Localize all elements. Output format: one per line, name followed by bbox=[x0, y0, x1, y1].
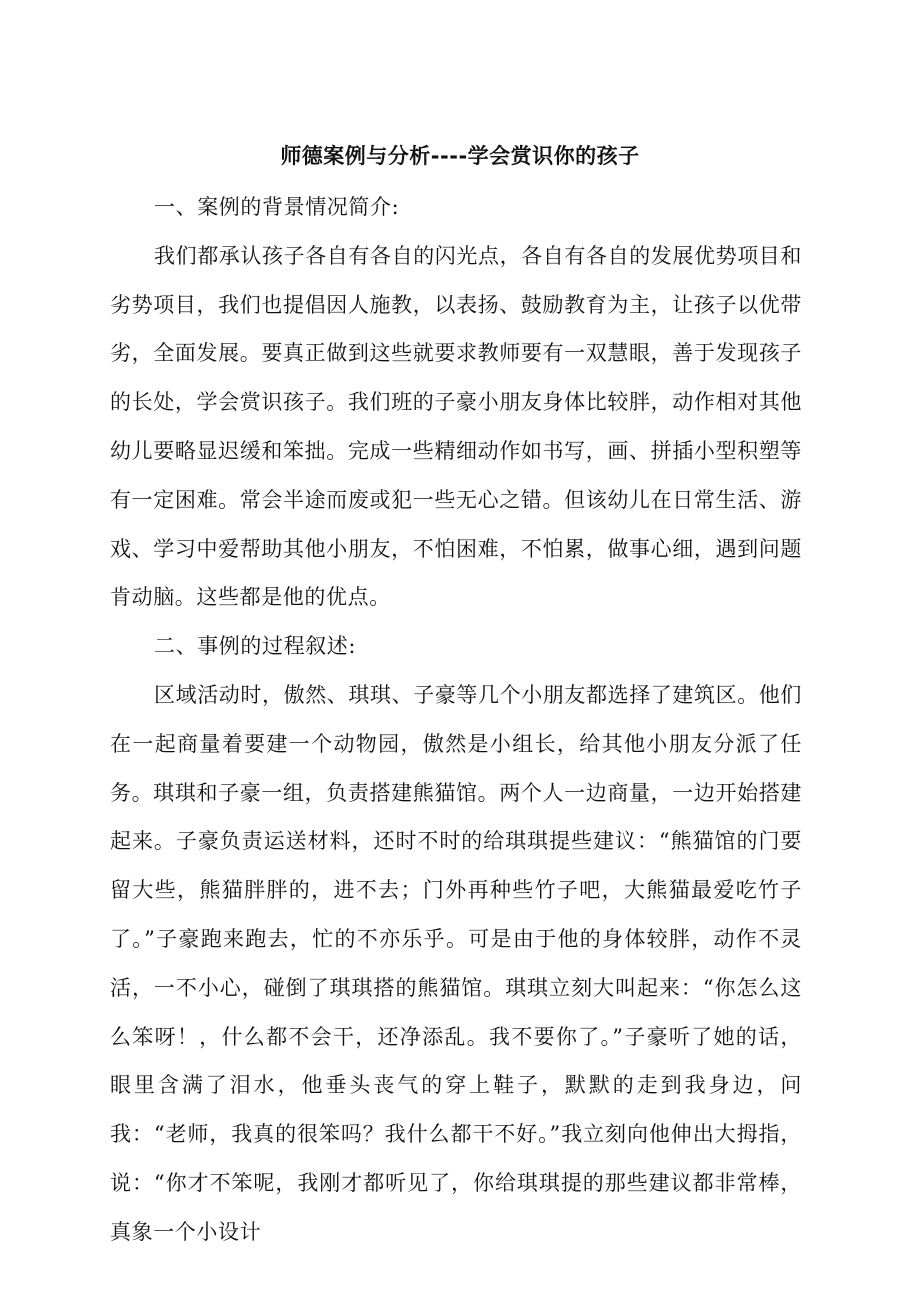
document-body bbox=[110, 183, 802, 1257]
section-2-paragraph: 区域活动时，傲然、琪琪、子豪等几个小朋友都选择了建筑区。他们在一起商量着要建一个动物园，傲然是小组长，给其他小朋友分派了任务。琪琪和子豪一组，负责搭建熊猫馆。两个人一边商量，一边开始搭建起来。子豪负责运送材料，还时不时的给琪琪提些建议：“熊猫馆的门要留大些，熊猫胖胖的，进不去；门外再种些竹子吧，大熊猫最爱吃竹子了。”子豪跑来跑去，忙的不亦乐乎。可是由于他的身体较胖，动作不灵活，一不小心，碰倒了琪琪搭的熊猫馆。琪琪立刻大叫起来：“你怎么这么笨呀！，什么都不会干，还净添乱。我不要你了。”子豪听了她的话，眼里含满了泪水，他垂头丧气的穿上鞋子，默默的走到我身边，问我：“老师，我真的很笨吗？我什么都干不好。”我立刻向他伸出大拇指，说：“你才不笨呢，我刚才都听见了，你给琪琪提的那些建议都非常棒，真象一个小设计 bbox=[110, 682, 802, 1244]
section-1-heading: 一、案例的背景情况简介: bbox=[154, 195, 400, 219]
section-1-paragraph: 我们都承认孩子各自有各自的闪光点，各自有各自的发展优势项目和劣势项目，我们也提倡因人施教，以表扬、鼓励教育为主，让孩子以优带劣，全面发展。要真正做到这些就要求教师要有一双慧眼，善于发现孩子的长处，学会赏识孩子。我们班的子豪小朋友身体比较胖，动作相对其他幼儿要略显迟缓和笨拙。完成一些精细动作如书写，画、拼插小型积塑等有一定困难。常会半途而废或犯一些无心之错。但该幼儿在日常生活、游戏、学习中爱帮助其他小朋友，不怕困难，不怕累，做事心细，遇到问题肯动脑。这些都是他的优点。 bbox=[110, 243, 802, 610]
section-2-heading: 二、事例的过程叙述: bbox=[154, 634, 357, 659]
document-title: 师德案例与分析----学会赏识你的孩子 bbox=[280, 144, 640, 168]
